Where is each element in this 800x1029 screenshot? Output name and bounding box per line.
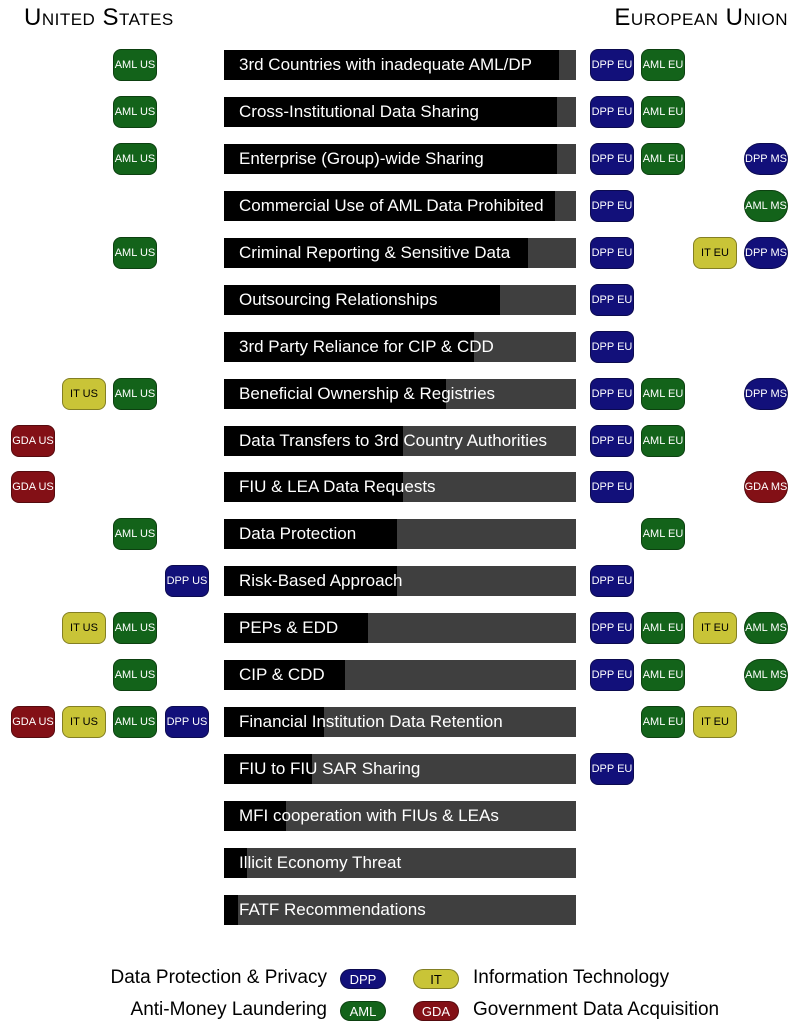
legend-aml-text: Anti-Money Laundering [130,999,327,1020]
aml-us-badge: AML US [113,518,157,550]
dpp-eu-badge: DPP EU [590,378,634,410]
bar [224,660,576,690]
row [0,471,800,503]
bar [224,426,576,456]
row [0,706,800,738]
dpp-eu-badge: DPP EU [590,143,634,175]
bar-label: Cross-Institutional Data Sharing [239,102,480,121]
bar-label: FIU to FIU SAR Sharing [239,759,421,778]
legend-dpp-text: Data Protection & Privacy [110,967,327,988]
bar-label: Illicit Economy Threat [239,853,402,872]
bar-label: FATF Recommendations [239,900,426,919]
bar [224,144,576,174]
row [0,565,800,597]
row [0,190,800,222]
dpp-eu-badge: DPP EU [590,284,634,316]
bar [224,754,576,784]
dpp-ms-badge: DPP MS [744,378,788,410]
dpp-us-badge: DPP US [165,565,209,597]
bar [224,191,576,221]
row [0,143,800,175]
legend-gda-chip: GDA [413,1001,459,1021]
bar [224,707,576,737]
aml-eu-badge: AML EU [641,378,685,410]
gda-us-badge: GDA US [11,706,55,738]
row [0,378,800,410]
bar-label: PEPs & EDD [239,618,339,637]
row [0,800,800,832]
aml-us-badge: AML US [113,612,157,644]
dpp-eu-badge: DPP EU [590,190,634,222]
row [0,894,800,926]
aml-eu-badge: AML EU [641,425,685,457]
row [0,612,800,644]
bar [224,238,576,268]
row [0,753,800,785]
row [0,96,800,128]
bar [224,566,576,596]
bar [224,50,576,80]
dpp-eu-badge: DPP EU [590,331,634,363]
dpp-eu-badge: DPP EU [590,565,634,597]
bar-label: Data Transfers to 3rd Country Authorities [239,431,548,450]
dpp-us-badge: DPP US [165,706,209,738]
aml-us-badge: AML US [113,237,157,269]
row [0,49,800,81]
bar-label: MFI cooperation with FIUs & LEAs [239,806,499,825]
aml-ms-badge: AML MS [744,190,788,222]
bar-label: Beneficial Ownership & Registries [239,384,496,403]
it-eu-badge: IT EU [693,706,737,738]
aml-eu-badge: AML EU [641,612,685,644]
united-states-header: United States [24,4,174,31]
gda-ms-badge: GDA MS [744,471,788,503]
bar [224,519,576,549]
bar-label: Data Protection [239,524,357,543]
row [0,659,800,691]
row [0,425,800,457]
dpp-eu-badge: DPP EU [590,753,634,785]
bar-label: Enterprise (Group)-wide Sharing [239,149,484,168]
aml-us-badge: AML US [113,143,157,175]
dpp-eu-badge: DPP EU [590,471,634,503]
bar-label: Commercial Use of AML Data Prohibited [239,196,544,215]
aml-eu-badge: AML EU [641,143,685,175]
gda-us-badge: GDA US [11,471,55,503]
dpp-eu-badge: DPP EU [590,659,634,691]
european-union-header: European Union [614,4,788,31]
aml-us-badge: AML US [113,49,157,81]
aml-us-badge: AML US [113,659,157,691]
it-eu-badge: IT EU [693,237,737,269]
aml-eu-badge: AML EU [641,659,685,691]
legend-dpp-chip: DPP [340,969,386,989]
legend-gda-text: Government Data Acquisition [473,999,720,1020]
dpp-eu-badge: DPP EU [590,612,634,644]
bar-fill [224,895,238,925]
bar [224,801,576,831]
dpp-ms-badge: DPP MS [744,143,788,175]
it-eu-badge: IT EU [693,612,737,644]
bar-label: 3rd Party Reliance for CIP & CDD [239,337,494,356]
bar [224,332,576,362]
bar-label: Financial Institution Data Retention [239,712,503,731]
bar [224,895,576,925]
legend-aml-chip: AML [340,1001,386,1021]
it-us-badge: IT US [62,378,106,410]
aml-eu-badge: AML EU [641,96,685,128]
bar [224,848,576,878]
bar-label: 3rd Countries with inadequate AML/DP [239,55,532,74]
bar-label: Outsourcing Relationships [239,290,438,309]
bar-label: CIP & CDD [239,665,325,684]
aml-ms-badge: AML MS [744,612,788,644]
aml-eu-badge: AML EU [641,706,685,738]
dpp-eu-badge: DPP EU [590,49,634,81]
bar [224,379,576,409]
bar [224,613,576,643]
it-us-badge: IT US [62,706,106,738]
row [0,847,800,879]
bar-label: FIU & LEA Data Requests [239,477,436,496]
bar-label: Criminal Reporting & Sensitive Data [239,243,511,262]
row [0,518,800,550]
bar [224,472,576,502]
dpp-eu-badge: DPP EU [590,96,634,128]
dpp-ms-badge: DPP MS [744,237,788,269]
gda-us-badge: GDA US [11,425,55,457]
legend-it-text: Information Technology [473,967,670,988]
row [0,237,800,269]
aml-ms-badge: AML MS [744,659,788,691]
aml-eu-badge: AML EU [641,49,685,81]
it-us-badge: IT US [62,612,106,644]
aml-us-badge: AML US [113,96,157,128]
legend-it-chip: IT [413,969,459,989]
bar [224,97,576,127]
aml-us-badge: AML US [113,378,157,410]
row [0,331,800,363]
bar-label: Risk-Based Approach [239,571,403,590]
aml-eu-badge: AML EU [641,518,685,550]
dpp-eu-badge: DPP EU [590,425,634,457]
dpp-eu-badge: DPP EU [590,237,634,269]
aml-us-badge: AML US [113,706,157,738]
bar [224,285,576,315]
row [0,284,800,316]
